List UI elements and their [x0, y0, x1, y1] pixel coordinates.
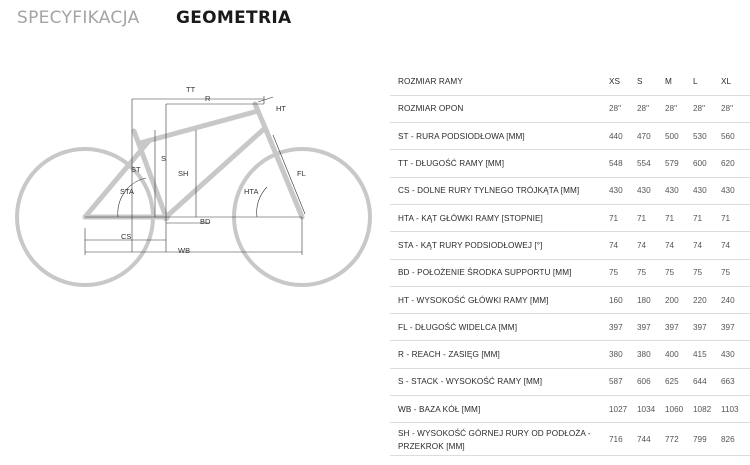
cell-xs: 716: [607, 423, 635, 456]
cell-m: 625: [663, 368, 691, 395]
table-row: [390, 396, 750, 423]
table-row: [390, 259, 750, 286]
cell-m: 579: [663, 150, 691, 177]
label-cs: CS: [121, 232, 132, 241]
cell-xs: XS: [607, 68, 635, 95]
cell-xl: 430: [719, 177, 750, 204]
cell-xl: 663: [719, 368, 750, 395]
table-row: [390, 177, 750, 204]
tab-geometry[interactable]: GEOMETRIA: [176, 8, 292, 28]
cell-l: 28": [691, 95, 719, 122]
row-label: TT - DŁUGOŚĆ RAMY [MM]: [390, 150, 607, 177]
cell-m: 430: [663, 177, 691, 204]
cell-xs: 397: [607, 314, 635, 341]
row-label: S - STACK - WYSOKOŚĆ RAMY [MM]: [390, 368, 607, 395]
row-label: HT - WYSOKOŚĆ GŁÓWKI RAMY [MM]: [390, 286, 607, 313]
label-st: ST: [131, 165, 141, 174]
cell-l: 430: [691, 177, 719, 204]
tab-specifications[interactable]: SPECYFIKACJA: [17, 8, 140, 28]
cell-m: M: [663, 68, 691, 95]
cell-l: 600: [691, 150, 719, 177]
cell-xl: 430: [719, 341, 750, 368]
cell-xl: XL: [719, 68, 750, 95]
cell-l: 415: [691, 341, 719, 368]
cell-s: 380: [635, 341, 663, 368]
row-label: HTA - KĄT GŁÓWKI RAMY [STOPNIE]: [390, 204, 607, 231]
cell-l: 799: [691, 423, 719, 456]
cell-xl: 71: [719, 204, 750, 231]
row-label: R - REACH - ZASIĘG [MM]: [390, 341, 607, 368]
cell-s: 606: [635, 368, 663, 395]
cell-s: 397: [635, 314, 663, 341]
row-label: ROZMIAR RAMY: [390, 68, 607, 95]
cell-xl: 397: [719, 314, 750, 341]
cell-l: L: [691, 68, 719, 95]
row-label: WB - BAZA KÓŁ [MM]: [390, 396, 607, 423]
cell-m: 28": [663, 95, 691, 122]
cell-s: 75: [635, 259, 663, 286]
cell-xl: 620: [719, 150, 750, 177]
cell-xs: 75: [607, 259, 635, 286]
cell-xl: 240: [719, 286, 750, 313]
cell-xl: 826: [719, 423, 750, 456]
cell-l: 530: [691, 123, 719, 150]
table-row: [390, 204, 750, 231]
table-row: [390, 314, 750, 341]
row-label: BD - POŁOŻENIE ŚRODKA SUPPORTU [MM]: [390, 259, 607, 286]
cell-xs: 380: [607, 341, 635, 368]
cell-s: 470: [635, 123, 663, 150]
row-label: ROZMIAR OPON: [390, 95, 607, 122]
label-sh: SH: [178, 169, 189, 178]
label-wb: WB: [178, 246, 191, 255]
cell-xs: 28": [607, 95, 635, 122]
cell-xl: 560: [719, 123, 750, 150]
cell-xs: 74: [607, 232, 635, 259]
cell-l: 71: [691, 204, 719, 231]
cell-xs: 1027: [607, 396, 635, 423]
cell-xl: 74: [719, 232, 750, 259]
cell-m: 75: [663, 259, 691, 286]
cell-m: 500: [663, 123, 691, 150]
row-label: ST - RURA PODSIODŁOWA [MM]: [390, 123, 607, 150]
row-label: CS - DOLNE RURY TYLNEGO TRÓJKĄTA [MM]: [390, 177, 607, 204]
seat-stay: [85, 142, 148, 217]
cell-l: 75: [691, 259, 719, 286]
cell-s: 74: [635, 232, 663, 259]
cell-s: S: [635, 68, 663, 95]
cell-l: 644: [691, 368, 719, 395]
cell-s: 28": [635, 95, 663, 122]
label-ht: HT: [276, 104, 286, 113]
label-hta: HTA: [244, 187, 259, 196]
cell-m: 74: [663, 232, 691, 259]
table-row: [390, 150, 750, 177]
cell-m: 397: [663, 314, 691, 341]
cell-xs: 440: [607, 123, 635, 150]
table-header-row: [390, 68, 750, 95]
cell-xs: 430: [607, 177, 635, 204]
cell-l: 74: [691, 232, 719, 259]
cell-s: 1034: [635, 396, 663, 423]
cell-xs: 548: [607, 150, 635, 177]
cell-s: 430: [635, 177, 663, 204]
table-row: [390, 423, 750, 456]
cell-s: 554: [635, 150, 663, 177]
cell-xs: 587: [607, 368, 635, 395]
row-label: STA - KĄT RURY PODSIODŁOWEJ [°]: [390, 232, 607, 259]
bike-geometry-diagram: [0, 60, 385, 360]
cell-m: 200: [663, 286, 691, 313]
cell-m: 1060: [663, 396, 691, 423]
geometry-table: [390, 68, 750, 456]
cell-xs: 71: [607, 204, 635, 231]
bike-frame-drawing: [17, 104, 370, 285]
table-row: [390, 95, 750, 122]
label-fl: FL: [297, 169, 306, 178]
row-label: FL - DŁUGOŚĆ WIDELCA [MM]: [390, 314, 607, 341]
label-s: S: [161, 154, 167, 163]
table-row: [390, 341, 750, 368]
table-row: [390, 368, 750, 395]
cell-s: 71: [635, 204, 663, 231]
cell-xl: 75: [719, 259, 750, 286]
cell-s: 180: [635, 286, 663, 313]
cell-xl: 1103: [719, 396, 750, 423]
cell-xl: 28": [719, 95, 750, 122]
label-bd: BD: [200, 217, 211, 226]
cell-m: 71: [663, 204, 691, 231]
cell-xs: 160: [607, 286, 635, 313]
cell-m: 400: [663, 341, 691, 368]
label-sta: STA: [120, 187, 135, 196]
cell-m: 772: [663, 423, 691, 456]
table-row: [390, 123, 750, 150]
table-row: [390, 286, 750, 313]
top-tube: [140, 111, 258, 143]
table-row: [390, 232, 750, 259]
cell-s: 744: [635, 423, 663, 456]
label-tt: TT: [186, 85, 196, 94]
cell-l: 397: [691, 314, 719, 341]
row-label: SH - WYSOKOŚĆ GÓRNEJ RURY OD PODŁOŻA - PRZEKROK [MM]: [390, 423, 607, 456]
geometry-table-body: [390, 68, 750, 456]
label-r: R: [205, 94, 211, 103]
cell-l: 220: [691, 286, 719, 313]
cell-l: 1082: [691, 396, 719, 423]
